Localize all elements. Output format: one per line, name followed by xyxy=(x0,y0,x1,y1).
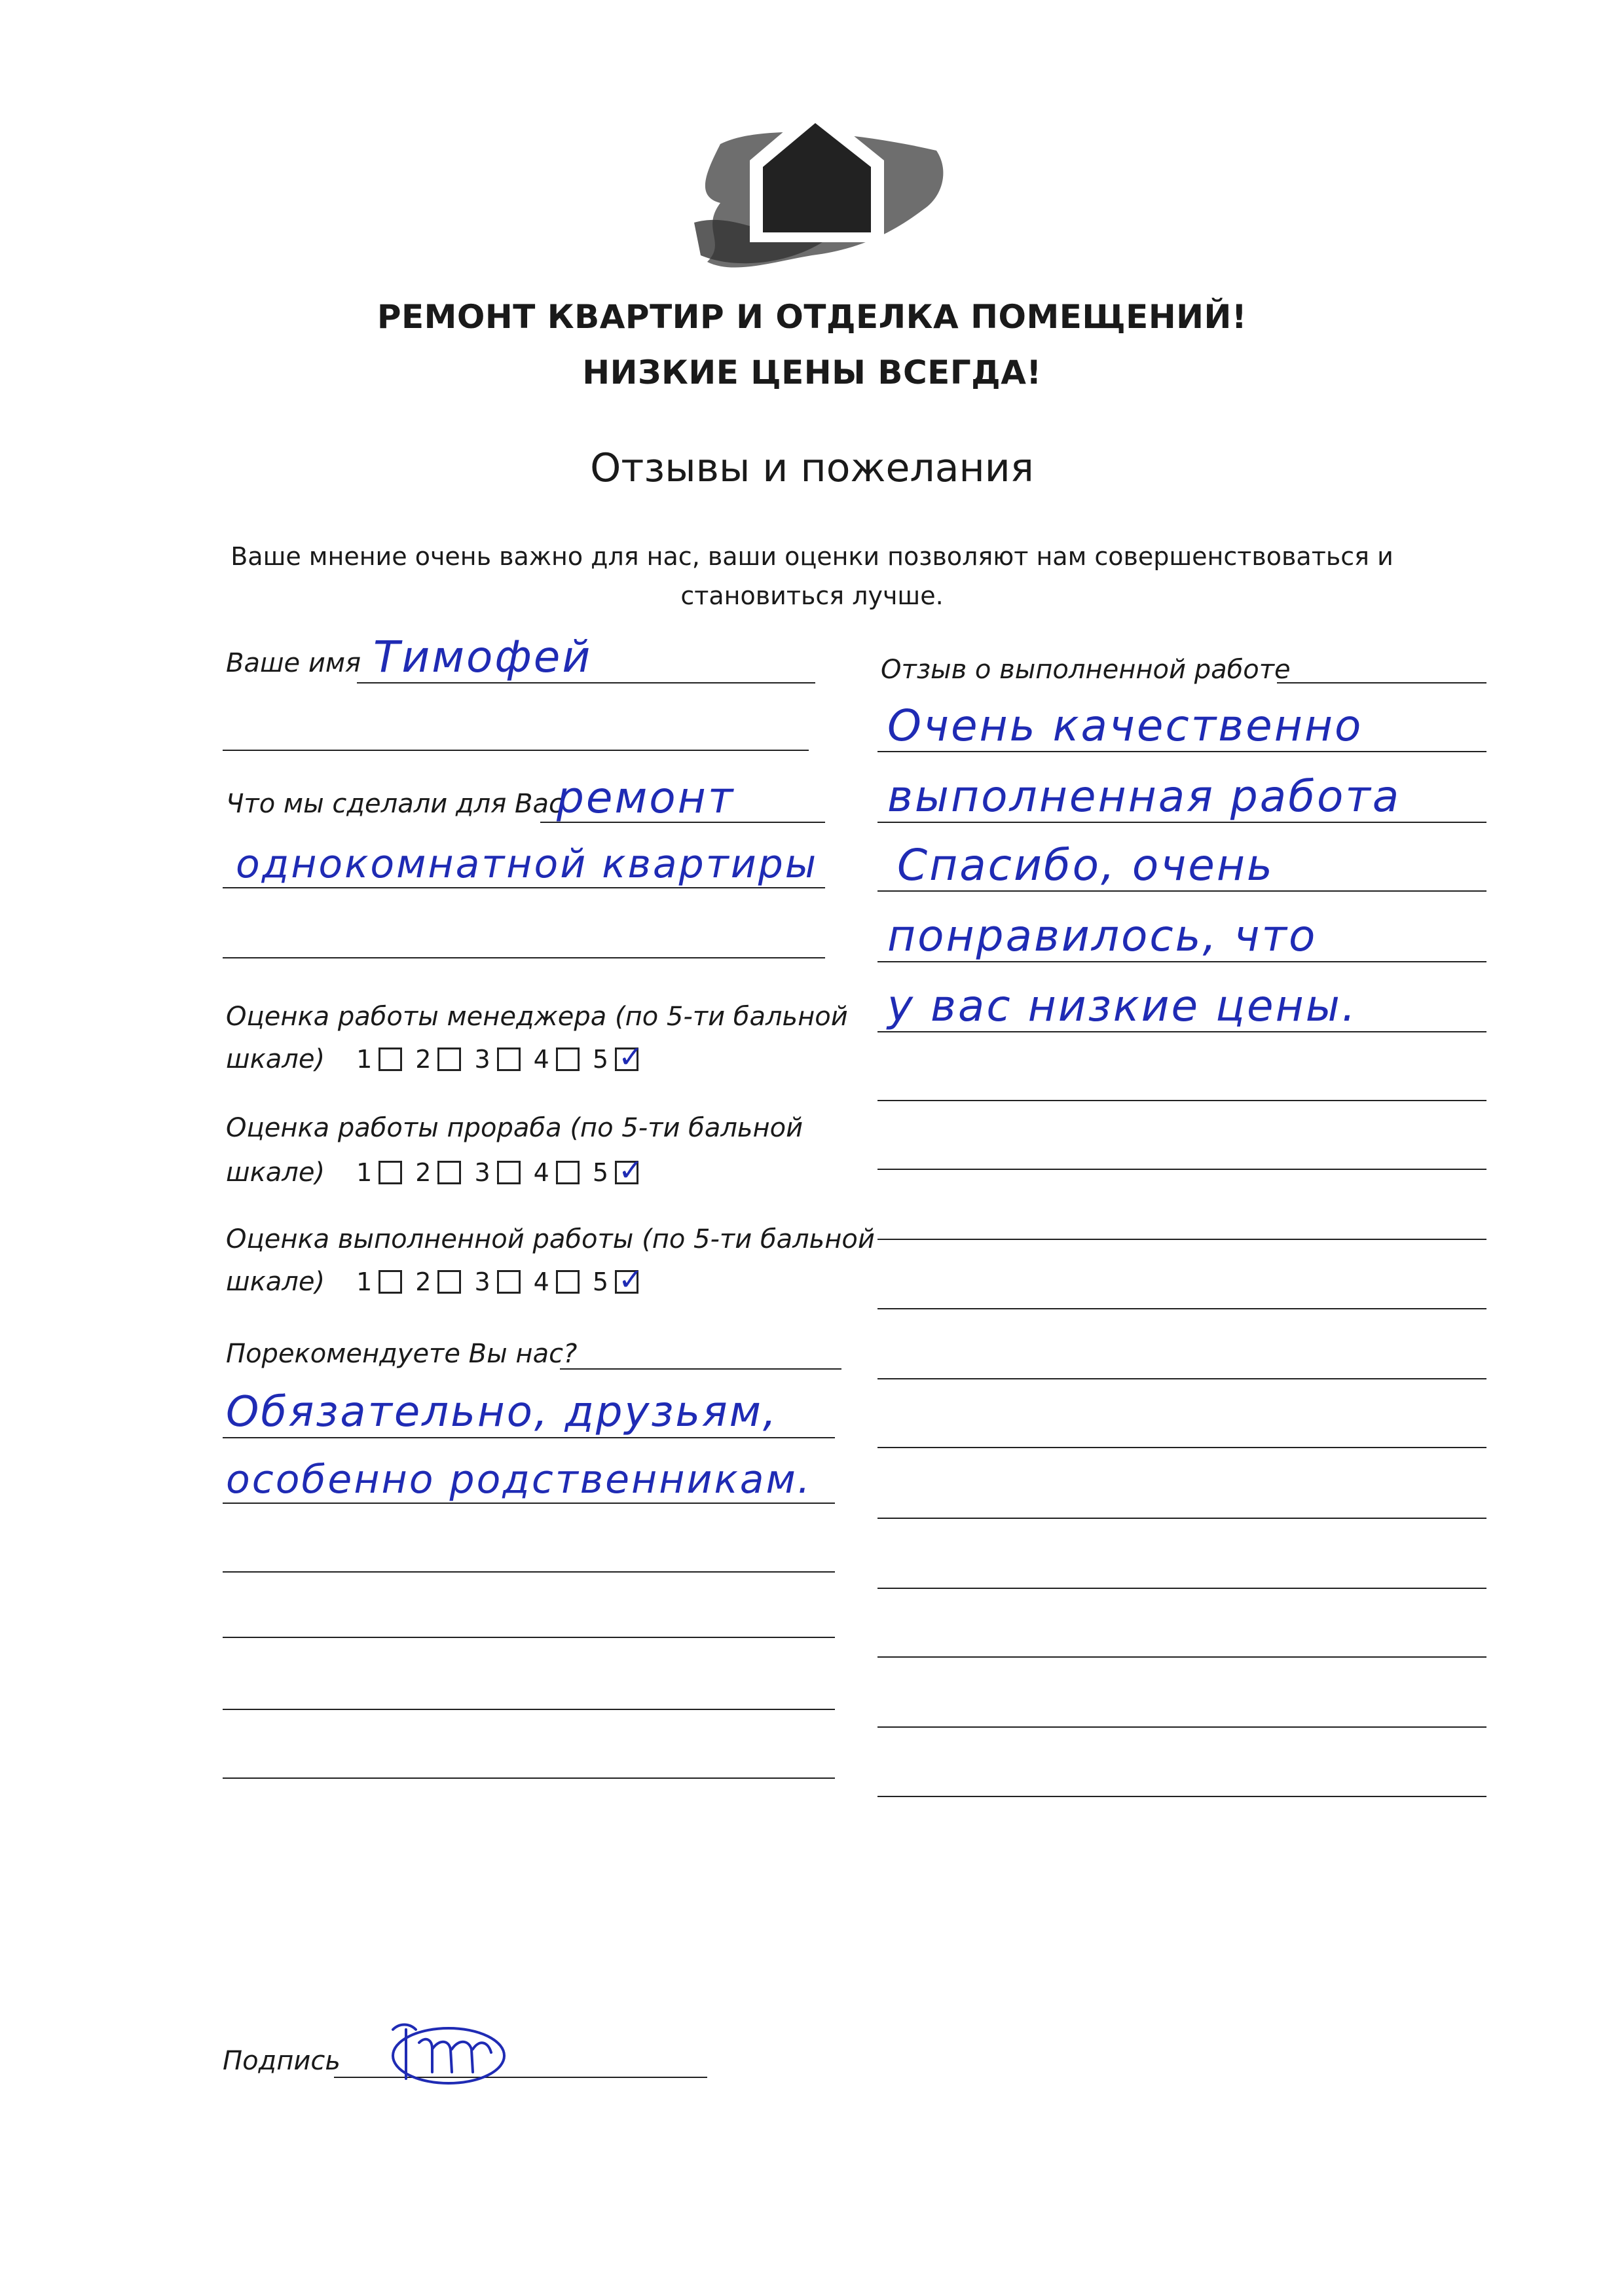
foreman-checkbox-4[interactable] xyxy=(556,1161,580,1184)
work-done-line-2[interactable] xyxy=(223,887,825,888)
work-checkbox-1[interactable] xyxy=(378,1270,402,1294)
manager-option-4[interactable]: 4 xyxy=(534,1045,580,1074)
review-line-9[interactable] xyxy=(877,1308,1486,1309)
manager-rating-label: Оценка работы менеджера (по 5-ти бальной xyxy=(226,1002,848,1032)
review-line-15[interactable] xyxy=(877,1726,1486,1728)
name-field-line[interactable] xyxy=(357,682,815,683)
review-line-3[interactable] xyxy=(877,890,1486,892)
review-line-5[interactable] xyxy=(877,1031,1486,1032)
recommend-value-2[interactable]: особенно родственникам. xyxy=(226,1457,812,1503)
work-checkbox-3[interactable] xyxy=(497,1270,521,1294)
manager-checkbox-4[interactable] xyxy=(556,1048,580,1071)
work-checkbox-4[interactable] xyxy=(556,1270,580,1294)
review-line-11[interactable] xyxy=(877,1447,1486,1448)
review-line-13[interactable] xyxy=(877,1588,1486,1589)
recommend-value-1[interactable]: Обязательно, друзьям, xyxy=(226,1388,779,1436)
foreman-checkbox-5[interactable] xyxy=(615,1152,644,1188)
foreman-checkbox-3[interactable] xyxy=(497,1161,521,1184)
foreman-option-1[interactable]: 1 xyxy=(356,1158,402,1187)
review-line-12[interactable] xyxy=(877,1518,1486,1519)
work-done-value-2[interactable]: однокомнатной квартиры xyxy=(236,841,819,887)
name-label: Ваше имя xyxy=(226,648,361,678)
review-value-5[interactable]: у вас низкие цены. xyxy=(887,981,1357,1031)
foreman-option-2[interactable]: 2 xyxy=(415,1158,461,1187)
work-rating-label: Оценка выполненной работы (по 5-ти бальной xyxy=(226,1224,875,1254)
intro-text xyxy=(0,537,1624,615)
review-value-1[interactable]: Очень качественно xyxy=(887,701,1363,751)
work-option-2[interactable]: 2 xyxy=(415,1267,461,1296)
recommend-line-3[interactable] xyxy=(223,1503,835,1504)
name-extra-line[interactable] xyxy=(223,750,809,751)
foreman-checkbox-1[interactable] xyxy=(378,1161,402,1184)
page-title: Отзывы и пожелания xyxy=(590,445,1034,491)
work-option-5[interactable]: 5 ✓ xyxy=(592,1262,644,1297)
headline-line-1: РЕМОНТ КВАРТИР И ОТДЕЛКА ПОМЕЩЕНИЙ! xyxy=(377,298,1247,336)
intro-line-1: Ваше мнение очень важно для нас, ваши оценки позволяют нам совершенствоваться и xyxy=(231,542,1393,571)
review-line-6[interactable] xyxy=(877,1100,1486,1101)
review-line-16[interactable] xyxy=(877,1796,1486,1797)
review-line-7[interactable] xyxy=(877,1169,1486,1170)
work-done-label: Что мы сделали для Вас xyxy=(226,789,563,819)
foreman-checkbox-2[interactable] xyxy=(437,1161,461,1184)
work-option-3[interactable]: 3 xyxy=(474,1267,520,1296)
recommend-line-7[interactable] xyxy=(223,1777,835,1779)
manager-rating-row xyxy=(226,1039,652,1074)
foreman-rating-label: Оценка работы прораба (по 5-ти бальной xyxy=(226,1113,803,1143)
manager-option-1[interactable]: 1 xyxy=(356,1045,402,1074)
manager-option-3[interactable]: 3 xyxy=(474,1045,520,1074)
review-line-1[interactable] xyxy=(877,751,1486,752)
work-done-line-3[interactable] xyxy=(223,957,825,958)
review-label: Отзыв о выполненной работе xyxy=(881,655,1291,685)
manager-scale-label: шкале) xyxy=(226,1044,325,1074)
work-option-1[interactable]: 1 xyxy=(356,1267,402,1296)
check-icon: ✓ xyxy=(618,1152,644,1188)
company-logo xyxy=(681,98,956,288)
check-icon: ✓ xyxy=(618,1262,644,1297)
recommend-line-1[interactable] xyxy=(560,1368,841,1370)
review-value-2[interactable]: выполненная работа xyxy=(887,771,1401,822)
manager-checkbox-1[interactable] xyxy=(378,1048,402,1071)
recommend-line-4[interactable] xyxy=(223,1571,835,1573)
review-value-3[interactable]: Спасибо, очень xyxy=(897,840,1274,890)
signature-mark[interactable] xyxy=(380,2010,511,2095)
work-checkbox-5[interactable] xyxy=(615,1262,644,1297)
headline-line-2: НИЗКИЕ ЦЕНЫ ВСЕГДА! xyxy=(582,354,1042,392)
manager-option-5[interactable]: 5 ✓ xyxy=(592,1039,644,1074)
work-scale-label: шкале) xyxy=(226,1267,325,1297)
review-line-0[interactable] xyxy=(1277,682,1486,683)
intro-line-2: становиться лучше. xyxy=(680,581,944,610)
recommend-label: Порекомендуете Вы нас? xyxy=(226,1339,578,1369)
manager-checkbox-3[interactable] xyxy=(497,1048,521,1071)
work-done-value-1[interactable]: ремонт xyxy=(557,773,735,823)
recommend-line-5[interactable] xyxy=(223,1637,835,1638)
manager-checkbox-2[interactable] xyxy=(437,1048,461,1071)
work-checkbox-2[interactable] xyxy=(437,1270,461,1294)
review-line-10[interactable] xyxy=(877,1378,1486,1379)
foreman-option-3[interactable]: 3 xyxy=(474,1158,520,1187)
name-value[interactable]: Тимофей xyxy=(373,632,593,682)
review-line-2[interactable] xyxy=(877,822,1486,823)
manager-checkbox-5[interactable] xyxy=(615,1039,644,1074)
recommend-line-2[interactable] xyxy=(223,1437,835,1438)
work-rating-row xyxy=(226,1262,652,1297)
foreman-scale-label: шкале) xyxy=(226,1157,325,1188)
manager-option-2[interactable]: 2 xyxy=(415,1045,461,1074)
review-line-8[interactable] xyxy=(877,1239,1486,1240)
recommend-line-6[interactable] xyxy=(223,1709,835,1710)
review-line-14[interactable] xyxy=(877,1656,1486,1658)
signature-label: Подпись xyxy=(223,2046,341,2076)
review-line-4[interactable] xyxy=(877,961,1486,962)
review-value-4[interactable]: понравилось, что xyxy=(887,911,1318,961)
foreman-option-4[interactable]: 4 xyxy=(534,1158,580,1187)
foreman-option-5[interactable]: 5 ✓ xyxy=(592,1152,644,1188)
check-icon: ✓ xyxy=(618,1039,644,1074)
foreman-rating-row xyxy=(226,1152,652,1188)
work-option-4[interactable]: 4 xyxy=(534,1267,580,1296)
